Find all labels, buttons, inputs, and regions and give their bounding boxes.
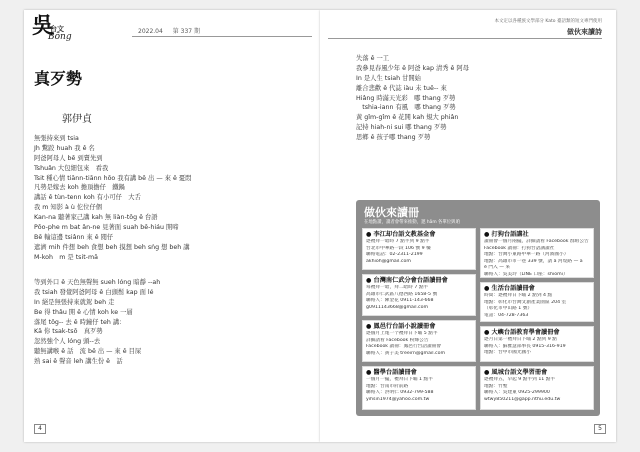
logo-script-text: Bōng bbox=[48, 32, 72, 42]
partner-detail: 逐禮拜五，早起 9 點半到 11 點半 bbox=[484, 377, 556, 382]
poem-line: Pōo-phe m bat ân-ne 見著面 suah bē-hiáu 開啼 bbox=[34, 224, 179, 232]
partner-detail: 聯絡電話：02-2311-2199 bbox=[366, 252, 423, 258]
poem-stanza-2 bbox=[34, 278, 314, 367]
partner-detail: 聯絡人：吳建東 0925-299900 bbox=[484, 390, 550, 396]
poem-line: Jh 驚跤 huah 我 ê 名 bbox=[34, 144, 95, 152]
partner-detail: 電話：04-728-7363 bbox=[484, 312, 529, 318]
poem-line: Tsit 種心情 tiānn-tiānn hōo 我有講 bē 出 — 來 ê 憂悶 bbox=[34, 174, 192, 182]
partner-card bbox=[362, 228, 476, 270]
poem-line: Hiâng 時滿天光彩 哪 thang 歹勢 bbox=[356, 94, 456, 102]
poem-stanza-3 bbox=[356, 54, 606, 143]
left-page bbox=[24, 10, 320, 442]
partner-detail: g0911143668@gmail.com bbox=[366, 304, 429, 310]
poem-line: 落尾 tōg-- 去 ê 時鐘仔 teh 講： bbox=[34, 318, 126, 326]
partner-detail: 高雄市仁武區八德西路 1658-5 號 bbox=[366, 291, 438, 297]
poem-line: 黃 gîm-gîm ê 花開 kah 規大 phiân bbox=[356, 114, 459, 122]
right-page bbox=[320, 10, 616, 442]
partner-detail: 地點：台灣小東路中華一路（河濱國小） bbox=[484, 252, 569, 258]
partner-detail: 聯絡人：吳美玲（LINE 口座：shiomi） bbox=[484, 271, 568, 277]
header-rule bbox=[328, 38, 602, 39]
partner-name: ● 醫學台語讀冊會 bbox=[366, 369, 417, 376]
issue-date: 2022.04 bbox=[138, 28, 163, 35]
header-section-title: 做伙來讀詩 bbox=[567, 28, 602, 36]
partner-name: ● 風城台語文學習冊會 bbox=[484, 369, 548, 376]
page-number-right: 5 bbox=[594, 424, 606, 434]
partner-detail: 聯絡人：蘇雅慧部事長 0915-316-919 bbox=[484, 343, 566, 349]
right-header bbox=[328, 14, 608, 44]
partner-detail: 讀冊會一個月兩擺，詳細請看 Facebook 群組公告 bbox=[484, 239, 589, 244]
partner-name: ● 台灣南仁武分會台語讀冊會 bbox=[366, 277, 448, 284]
partners-box bbox=[356, 200, 600, 416]
partner-card bbox=[362, 274, 476, 316]
article-author: 郭伊貞 bbox=[62, 114, 92, 125]
poem-line: 記持 hiah-ni sui 哪 thang 歹勢 bbox=[356, 124, 447, 132]
poem-line: 我 tsiah 發覺阿爸阿母 ê 白頭鬃 kap 面 lé bbox=[34, 288, 154, 296]
partner-detail: 聯絡人：洪明仁 0932-799-588 bbox=[366, 390, 434, 396]
partner-detail: 逐禮拜一暗時 7 點半到 9 點半 bbox=[366, 239, 430, 244]
header-small-title: 本文定以各種族文學部分 Kato 臺語類的短文專門使用 bbox=[494, 19, 602, 24]
poem-line: 離合悲歡 ê 代誌 iàu 未 tuē-- 來 bbox=[356, 84, 447, 92]
partner-card bbox=[362, 320, 476, 362]
logo-main-char: 吳 bbox=[32, 13, 55, 39]
partner-card bbox=[480, 282, 594, 322]
partner-detail: 地點：台南市府前路 bbox=[366, 383, 409, 389]
partner-detail: 地點：竹塹 bbox=[484, 383, 508, 389]
partner-detail: （彰化市中山路 1 號） bbox=[484, 306, 533, 312]
partner-detail: 地點：高雄市市一巷 339 號，請 à 河堤路 — a bbox=[484, 258, 583, 264]
partner-detail: Facebook 讀冊：鳳邑行台語讀冊會 bbox=[366, 344, 442, 350]
poem-line: 阿爸阿母人 bē 到賣先到 bbox=[34, 154, 103, 162]
partner-card bbox=[480, 326, 594, 362]
partner-name: ● 生活台語讀冊會 bbox=[484, 285, 535, 292]
poem-line: 講話 ê tùn-tenn koh 有小可仔 大舌 bbox=[34, 194, 141, 202]
poem-line: 忽然強个人 lóng 頭--去 bbox=[34, 338, 101, 346]
partners-subtitle: 在地點讀，讀者會帶來推動，邀 hām 各單位與咱 bbox=[364, 220, 460, 225]
partner-card bbox=[480, 366, 594, 410]
page-number-left: 4 bbox=[34, 424, 46, 434]
partner-detail: ê 門入 — 來 bbox=[484, 265, 511, 271]
poem-stanza-1 bbox=[34, 134, 314, 263]
partner-detail: 一個月一擺，禮拜日下晡 1 點半 bbox=[366, 377, 433, 382]
partner-detail: 詳細請看 Facebook 粉絲公告 bbox=[366, 337, 429, 343]
partner-card bbox=[362, 366, 476, 410]
poem-line: tshia-iann 有風 哪 thang 歹勢 bbox=[356, 104, 456, 112]
poem-line: 聽無講喉 ê 話 流 bē 出 — 來 ê 目屎 bbox=[34, 348, 142, 356]
issue-number: 第 337 期 bbox=[172, 28, 201, 35]
poem-line: M-koh m 是 tsit-mā bbox=[34, 253, 98, 261]
partner-detail: akhioh@gmail.com bbox=[366, 258, 411, 264]
poem-line: Tshuân 大包細包來 看我 bbox=[34, 164, 109, 172]
poem-line: 失落 ê 一工 bbox=[356, 55, 390, 62]
partner-card bbox=[480, 228, 594, 278]
logo-small-text: 台文 bbox=[50, 25, 64, 33]
poem-line: 等到外口 ê 天色無聲無 sueh lóng 暗靜 --ah bbox=[34, 279, 161, 286]
partner-detail: 聯絡人：黃子美 treeirn@gmail.com bbox=[366, 350, 446, 356]
partner-detail: 地點：彰化市台灣文創產業園區 204 室 bbox=[484, 299, 567, 305]
poem-line: 思鄉 ê 孩子哪 thang 歹勢 bbox=[356, 134, 431, 142]
poem-line: Kan-na 聽著家己講 kah 無 liàn-tōg ê 台語 bbox=[34, 214, 158, 222]
partner-detail: 聯絡人：陳金花 0911-143-668 bbox=[366, 298, 434, 304]
poem-line: Kā 你 tsak-tsō 真歹勢 bbox=[34, 328, 103, 336]
poem-line: 遮濟 mih 件想 beh 食想 beh 摸想 beh sńg 想 beh 講 bbox=[34, 243, 190, 251]
poem-line: In 是人生 tsiah 甘開始 bbox=[356, 74, 421, 82]
partner-detail: 地點：台中市國光國小 bbox=[484, 350, 531, 356]
partner-detail: wtwy850211@gapp.nthu.edu.tw bbox=[484, 396, 561, 402]
partner-detail: 台北市中華路一段 106 號 9 樓 bbox=[366, 245, 431, 251]
poem-line: 無張持來到 tsia bbox=[34, 135, 79, 142]
partner-detail: yihsin1974@yahoo.com.tw bbox=[366, 396, 430, 402]
issue-info bbox=[138, 26, 208, 35]
partner-name: ● 打狗台語講社 bbox=[484, 231, 529, 238]
partners-title: 做伙來讀冊 bbox=[364, 206, 419, 219]
partner-name: ● 鳳邑行台語小說讀冊會 bbox=[366, 323, 436, 330]
poem-line: In 絕是無張持來就駕 beh 走 bbox=[34, 298, 115, 306]
poem-line: 我參見春風少年 ê 阿爸 kap 清秀 ê 阿母 bbox=[356, 64, 470, 72]
poem-line: Be 得 thâu 開 ê 心情 koh ke 一層 bbox=[34, 308, 133, 316]
partner-name: ● 李江却台語文教基金會 bbox=[366, 231, 436, 238]
article-title: 真歹勢 bbox=[34, 69, 83, 88]
partner-detail: 逐月日第一禮拜日下晡 2 點到 9 點 bbox=[484, 337, 557, 342]
partner-detail: 時間：逐禮拜日下晡 2 點到 4 點 bbox=[484, 293, 553, 298]
left-header bbox=[32, 14, 312, 44]
poem-line: 凡勢是嫁去 koh 擔頂擔仔 鐵鍋 bbox=[34, 184, 125, 192]
poem-line: 熟 sai ê 聲音 leh 講生份 ê 話 bbox=[34, 358, 123, 366]
header-rule bbox=[132, 36, 312, 37]
partner-name: ● 大嶼台語教育學會讀冊會 bbox=[484, 329, 560, 336]
poem-line: Bē 輸這邊 tsiânn 來 ê 閱仔 bbox=[34, 233, 114, 241]
partner-detail: 逐個月上尾一个禮拜日下晡 5 點半 bbox=[366, 331, 438, 336]
partner-detail: 每禮拜一暗，拜二暗時 7 點半 bbox=[366, 285, 429, 290]
partner-detail: Facebook 讀冊：打狗台語講讀社 bbox=[484, 245, 555, 251]
poem-line: 我 m 知影 à ù 佗位仔個 bbox=[34, 204, 103, 212]
magazine-logo bbox=[32, 14, 80, 42]
